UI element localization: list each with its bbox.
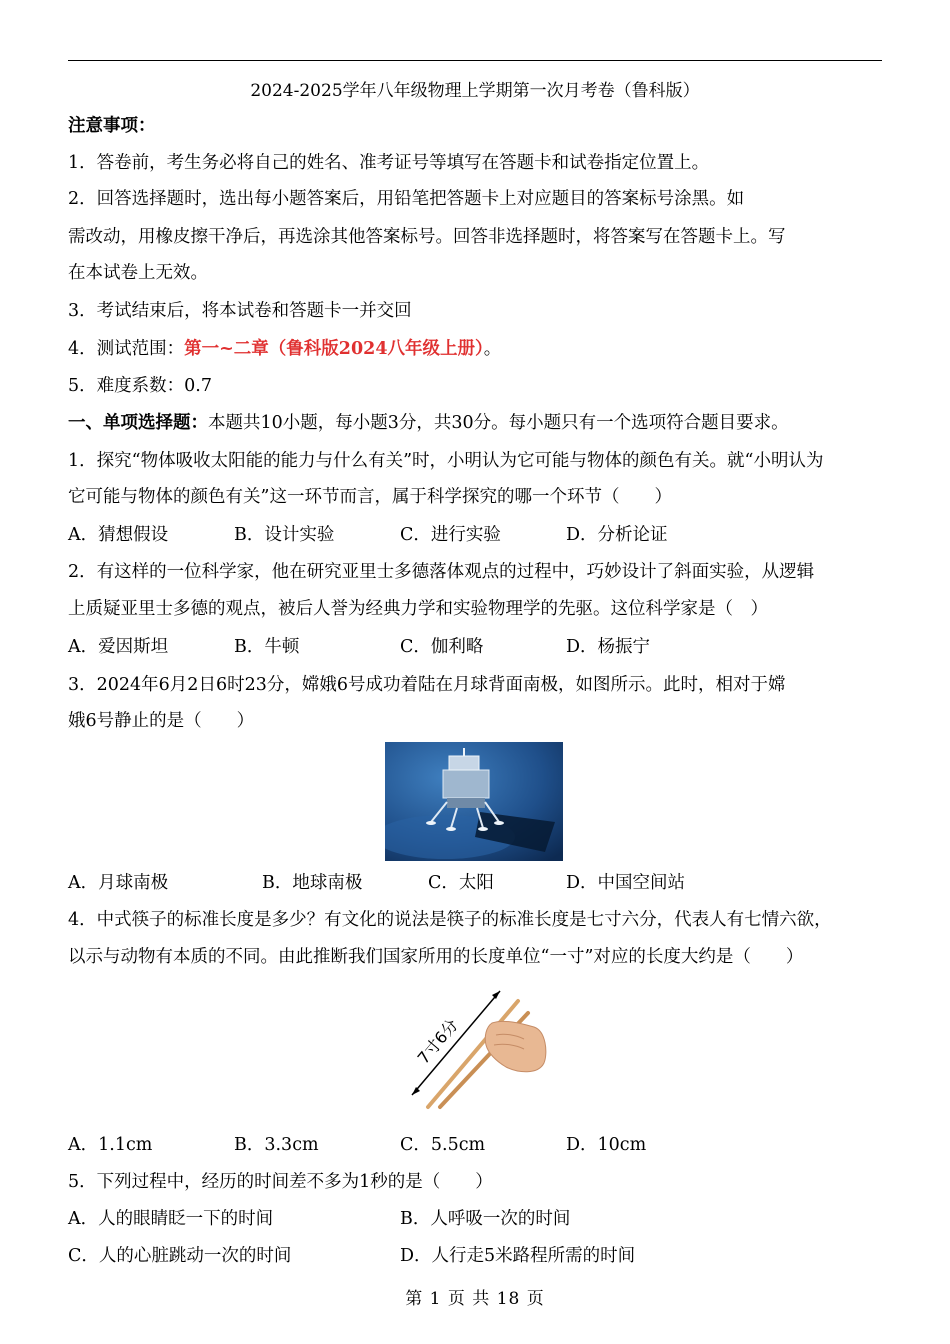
section-heading bbox=[68, 411, 882, 435]
question-2-line-2: 上质疑亚里士多德的观点，被后人誉为经典力学和实验物理学的先驱。这位科学家是（ ） bbox=[68, 599, 768, 619]
question-4-line-2: 以示与动物有本质的不同。由此推断我们国家所用的长度单位“一寸”对应的长度大约是（ ） bbox=[68, 947, 804, 967]
q2-option-b: B．牛顿 bbox=[234, 637, 300, 657]
notice-item-5: 5．难度系数：0.7 bbox=[68, 376, 212, 396]
section-heading-label: 一、单项选择题： bbox=[68, 413, 208, 433]
header-rule bbox=[68, 60, 882, 61]
q2-option-c: C．伽利略 bbox=[400, 637, 484, 657]
q4-option-c: C．5.5cm bbox=[400, 1135, 486, 1155]
page-footer: 第 1 页 共 18 页 bbox=[405, 1289, 545, 1309]
question-3-line-2: 娥6号静止的是（ ） bbox=[68, 711, 255, 731]
q5-option-a: A．人的眼睛眨一下的时间 bbox=[68, 1209, 274, 1229]
q5-option-c: C．人的心脏跳动一次的时间 bbox=[68, 1246, 292, 1266]
q1-option-d: D．分析论证 bbox=[566, 525, 668, 545]
notice-item-2-line-2: 需改动，用橡皮擦干净后，再选涂其他答案标号。回答非选择题时，将答案写在答题卡上。写 bbox=[68, 227, 786, 247]
question-5-line-1: 5．下列过程中，经历的时间差不多为1秒的是（ ） bbox=[68, 1172, 493, 1192]
chopsticks-figure bbox=[400, 983, 550, 1113]
q4-option-d: D．10cm bbox=[566, 1135, 647, 1155]
question-3-line-1: 3．2024年6月2日6时23分，嫦娥6号成功着陆在月球背面南极，如图所示。此时，相对于嫦 bbox=[68, 675, 786, 695]
notice-item-4-suffix: 。 bbox=[483, 339, 502, 359]
notice-item-2-line-1: 2．回答选择题时，选出每小题答案后，用铅笔把答题卡上对应题目的答案标号涂黑。如 bbox=[68, 189, 745, 209]
question-4-line-1: 4．中式筷子的标准长度是多少？有文化的说法是筷子的标准长度是七寸六分，代表人有七情六欲， bbox=[68, 910, 832, 930]
q5-option-b: B．人呼吸一次的时间 bbox=[400, 1209, 571, 1229]
section-heading-text: 本题共10小题，每小题3分，共30分。每小题只有一个选项符合题目要求。 bbox=[208, 413, 789, 433]
lunar-lander-image bbox=[385, 742, 563, 861]
q2-option-d: D．杨振宁 bbox=[566, 637, 651, 657]
notice-heading: 注意事项： bbox=[68, 116, 156, 136]
page-title: 2024-2025学年八年级物理上学期第一次月考卷（鲁科版） bbox=[250, 81, 700, 101]
notice-item-3: 3．考试结束后，将本试卷和答题卡一并交回 bbox=[68, 301, 412, 321]
notice-item-2-line-3: 在本试卷上无效。 bbox=[68, 263, 208, 283]
q2-option-a: A．爱因斯坦 bbox=[68, 637, 169, 657]
q1-option-c: C．进行实验 bbox=[400, 525, 501, 545]
q3-option-d: D．中国空间站 bbox=[566, 873, 686, 893]
q5-option-d: D．人行走5米路程所需的时间 bbox=[400, 1246, 636, 1266]
q1-option-a: A．猜想假设 bbox=[68, 525, 169, 545]
q4-option-b: B．3.3cm bbox=[234, 1135, 319, 1155]
test-scope-highlight: 第一~二章（鲁科版2024八年级上册） bbox=[184, 339, 484, 359]
notice-item-1: 1．答卷前，考生务必将自己的姓名、准考证号等填写在答题卡和试卷指定位置上。 bbox=[68, 153, 710, 173]
question-1-line-1: 1．探究“物体吸收太阳能的能力与什么有关”时，小明认为它可能与物体的颜色有关。就“小明认为 bbox=[68, 451, 824, 471]
q4-option-a: A．1.1cm bbox=[68, 1135, 153, 1155]
notice-item-4 bbox=[68, 337, 882, 361]
q3-option-b: B．地球南极 bbox=[262, 873, 363, 893]
question-2-line-1: 2．有这样的一位科学家，他在研究亚里士多德落体观点的过程中，巧妙设计了斜面实验，从逻辑 bbox=[68, 562, 815, 582]
chopsticks-length-label: 7寸6分 bbox=[413, 1015, 462, 1068]
notice-item-4-prefix: 4．测试范围： bbox=[68, 339, 185, 359]
question-1-line-2: 它可能与物体的颜色有关”这一环节而言，属于科学探究的哪一个环节（ ） bbox=[68, 487, 672, 507]
q3-option-c: C．太阳 bbox=[428, 873, 494, 893]
q3-option-a: A．月球南极 bbox=[68, 873, 169, 893]
q1-option-b: B．设计实验 bbox=[234, 525, 335, 545]
